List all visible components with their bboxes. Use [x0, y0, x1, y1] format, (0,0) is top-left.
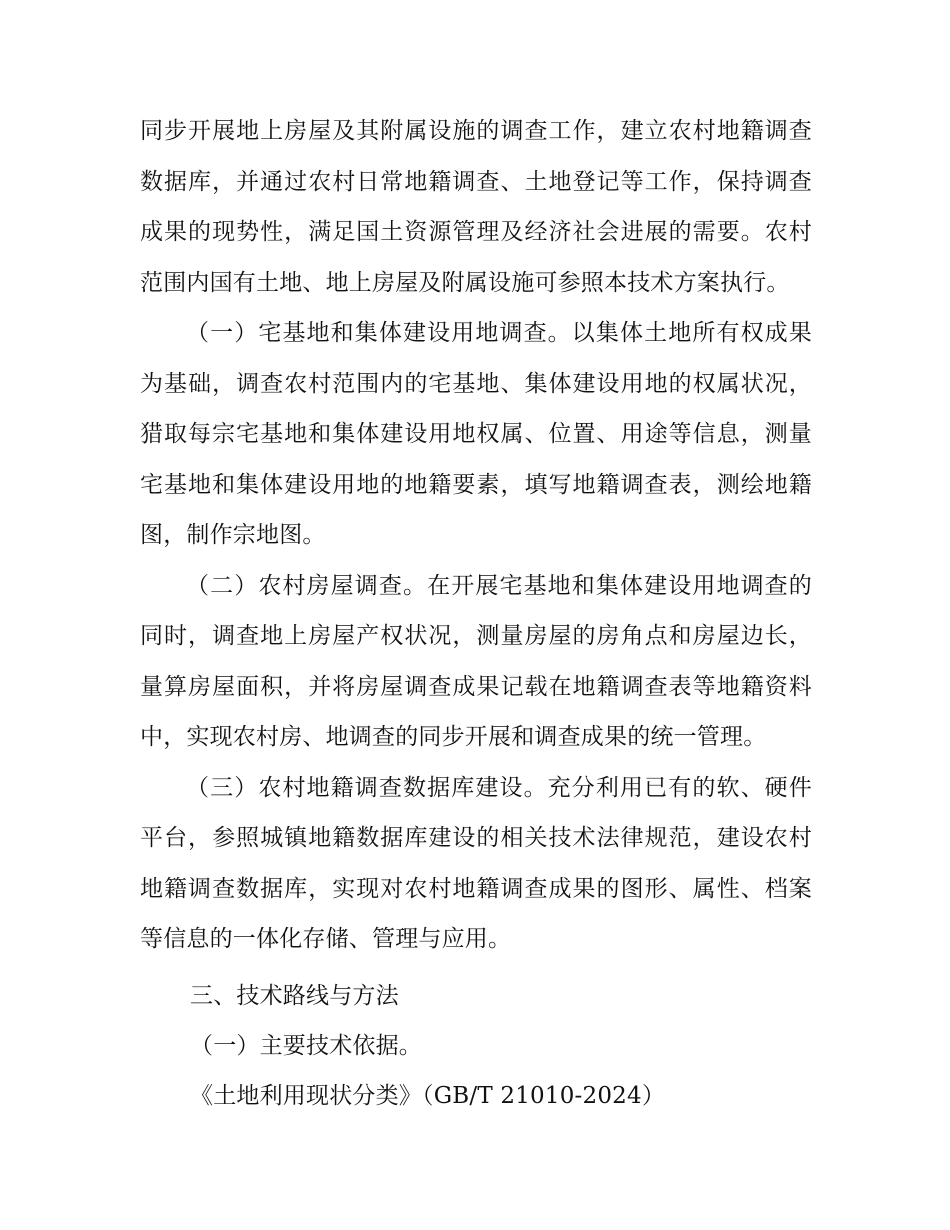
paragraph-continued: 同步开展地上房屋及其附属设施的调查工作，建立农村地籍调查数据库，并通过农村日常地籍调查、土地登记等工作，保持调查成果的现势性，满足国土资源管理及经济社会进展的需要。农村范围内国有土地、地上房屋及附属设施可参照本技术方案执行。	[140, 118, 812, 296]
document-body	[140, 106, 812, 1121]
subsection-heading: （一）主要技术依据。	[190, 1032, 422, 1059]
section-heading: 三、技术路线与方法	[190, 982, 399, 1009]
paragraph-database-construction: （三）农村地籍调查数据库建设。充分利用已有的软、硬件平台，参照城镇地籍数据库建设的相关技术法律规范，建设农村地籍调查数据库，实现对农村地籍调查成果的图形、属性、档案等信息的一体化存储、管理与应用。	[140, 774, 812, 952]
reference-standard: 《土地利用现状分类》（GB/T 21010-2024）	[190, 1082, 666, 1109]
paragraph-homestead-survey: （一）宅基地和集体建设用地调查。以集体土地所有权成果为基础，调查农村范围内的宅基地、集体建设用地的权属状况，猎取每宗宅基地和集体建设用地权属、位置、用途等信息，测量宅基地和集体建设用地的地籍要素，填写地籍调查表，测绘地籍图，制作宗地图。	[140, 320, 812, 548]
paragraph-housing-survey: （二）农村房屋调查。在开展宅基地和集体建设用地调查的同时，调查地上房屋产权状况，测量房屋的房角点和房屋边长，量算房屋面积，并将房屋调查成果记载在地籍调查表等地籍资料中，实现农村房、地调查的同步开展和调查成果的统一管理。	[140, 572, 812, 750]
